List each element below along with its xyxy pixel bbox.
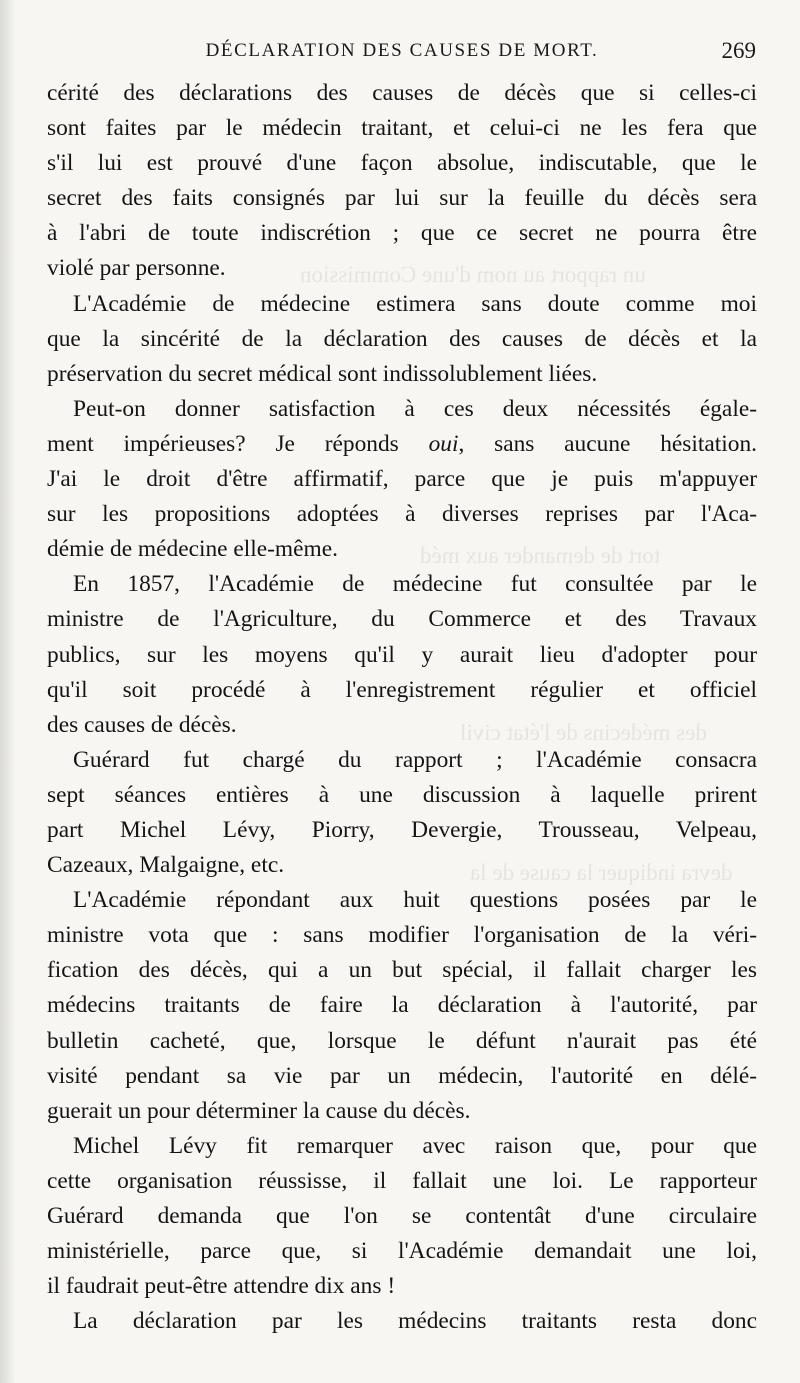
text-line: il faudrait peut-être attendre dix ans ! <box>47 1273 396 1300</box>
text-line: que la sincérité de la déclaration des causes de décès et la <box>47 325 757 352</box>
page-number: 269 <box>721 38 756 63</box>
text-line: sur les propositions adoptées à diverses reprises par l'Aca- <box>47 501 757 528</box>
text-line: part Michel Lévy, Piorry, Devergie, Trousseau, Velpeau, <box>47 816 757 843</box>
running-title: DÉCLARATION DES CAUSES DE MORT. <box>205 40 599 61</box>
text-line: violé par personne. <box>47 255 226 282</box>
show-through: tort de demander aux méd <box>420 543 661 568</box>
text-line: cérité des déclarations des causes de décès que si celles-ci <box>47 80 757 106</box>
text-line: L'Académie de médecine estimera sans doute comme moi <box>73 290 757 317</box>
scan-edge-shadow <box>0 0 14 1383</box>
text-line: Peut-on donner satisfaction à ces deux nécessités égale- <box>73 395 757 422</box>
text-line: ministre vota que : sans modifier l'organisation de la véri- <box>47 922 757 949</box>
text-line: s'il lui est prouvé d'une façon absolue, indiscutable, que le <box>47 150 757 177</box>
text-line: ministérielle, parce que, si l'Académie demandait une loi, <box>47 1238 757 1265</box>
text-line: Guérard fut chargé du rapport ; l'Académie consacra <box>73 746 757 773</box>
text-line: visité pendant sa vie par un médecin, l'autorité en délé- <box>47 1062 757 1089</box>
show-through: devra indiquer la cause de la <box>470 860 733 885</box>
body-text <box>47 76 757 1339</box>
text-line: bulletin cacheté, que, lorsque le défunt n'aurait pas été <box>47 1027 757 1054</box>
text-line: secret des faits consignés par lui sur la feuille du décès sera <box>47 185 757 212</box>
text-line: fication des décès, qui a un but spécial, il fallait charger les <box>47 957 757 984</box>
text-line: sont faites par le médecin traitant, et celui-ci ne les fera que <box>47 115 757 142</box>
text-line: La déclaration par les médecins traitants resta donc <box>73 1308 757 1335</box>
text-line: à l'abri de toute indiscrétion ; que ce secret ne pourra être <box>47 220 757 247</box>
show-through: un rapport au nom d'une Commission <box>300 262 646 287</box>
text-line: J'ai le droit d'être affirmatif, parce que je puis m'appuyer <box>47 466 757 493</box>
text-line: guerait un pour déterminer la cause du décès. <box>47 1097 471 1124</box>
text-line: sept séances entières à une discussion à laquelle prirent <box>47 781 757 808</box>
text-segment: ment impérieuses? Je réponds <box>47 430 429 457</box>
text-line: démie de médecine elle-même. <box>47 536 338 563</box>
italic-word: oui <box>428 430 459 457</box>
text-line: cette organisation réussisse, il fallait une loi. Le rapporteur <box>47 1167 757 1194</box>
text-line: ministre de l'Agriculture, du Commerce et des Travaux <box>47 606 757 633</box>
text-segment: , sans aucune hésitation. <box>458 430 757 457</box>
text-line: qu'il soit procédé à l'enregistrement régulier et officiel <box>47 676 757 703</box>
running-head <box>48 38 756 70</box>
text-line: En 1857, l'Académie de médecine fut consultée par le <box>73 571 757 598</box>
show-through: des médecins de l'état civil <box>460 720 707 745</box>
text-line: L'Académie répondant aux huit questions posées par le <box>73 887 757 914</box>
text-line: Cazeaux, Malgaigne, etc. <box>47 852 285 879</box>
text-line: des causes de décès. <box>47 711 237 738</box>
text-line: Guérard demanda que l'on se contentât d'une circulaire <box>47 1203 757 1229</box>
text-line-mixed <box>47 427 757 462</box>
text-line: publics, sur les moyens qu'il y aurait lieu d'adopter pour <box>47 641 757 668</box>
text-line: médecins traitants de faire la déclaration à l'autorité, par <box>47 992 757 1019</box>
text-line: Michel Lévy fit remarquer avec raison que, pour que <box>73 1132 757 1159</box>
text-line: préservation du secret médical sont indissolublement liées. <box>47 360 598 387</box>
